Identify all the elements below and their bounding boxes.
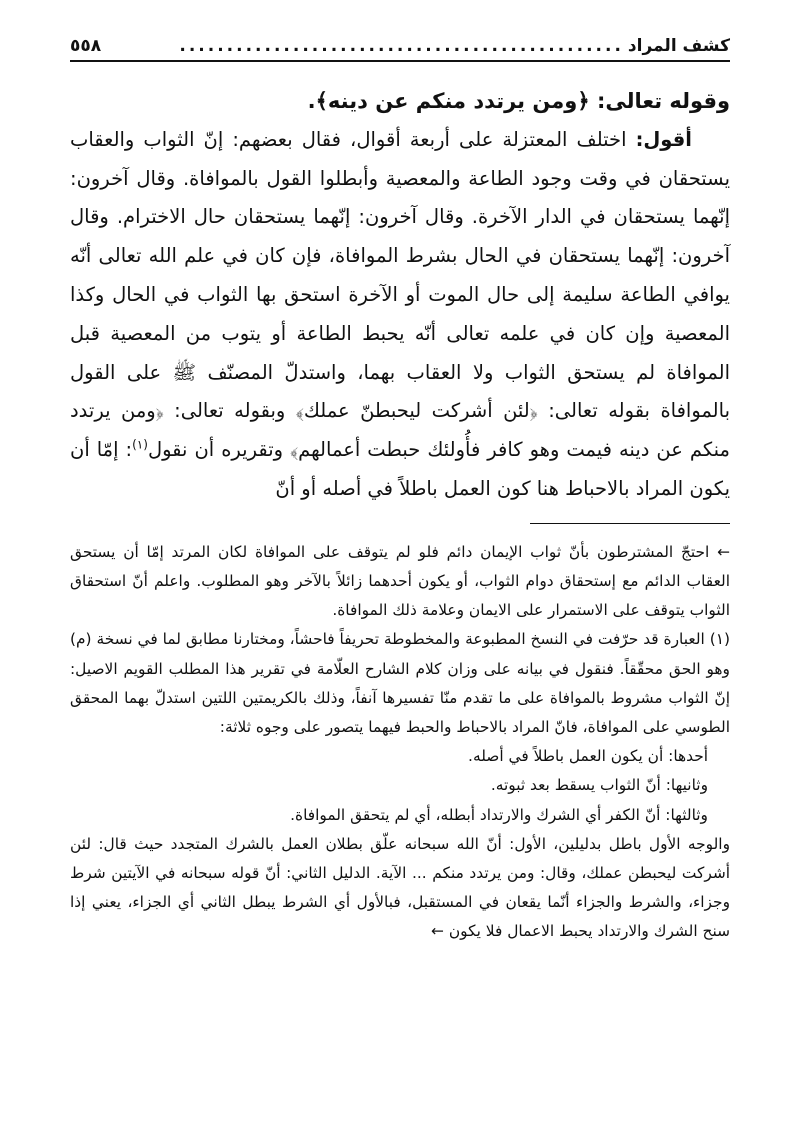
footnote-last-paragraph: والوجه الأول باطل بدليلين، الأول: أنّ الله سبحانه علّق بطلان العمل بالشرك المتجدد حيث قال: لئن أشركت ليحبطن عملك، وقال: ومن يرتدد منكم ... الآية. الدليل الثاني: أنّ قوله سبحانه في الآيتين شرط وجزاء، والشرط والجزاء أنّما يقعان في المستقبل، فبالأول أي الشرط يبطل الثاني أي الجزاء، يعني إذا سنح الشرك والارتداد يحبط الاعمال فلا يكون ← [70,834,730,941]
footnote-marker: (١) [132,437,148,452]
header-leader-dots: ............................................... [179,36,624,56]
paragraph-label: أقول: [635,127,692,151]
verse-heading: وقوله تعالى: ﴿ومن يرتدد منكم عن دينه﴾. [307,89,730,113]
footnote-item: وثانيها: أنّ الثواب يسقط بعد ثبوته. [490,776,708,795]
footnote-continuation: ← احتجّ المشترطون بأنّ ثواب الإيمان دائم فلو لم يتوقف على الموافاة لكان المرتد إمّا أن يستحق العقاب الدائم مع إستحقاق دوام الثواب، أو يكون أحدهما زائلاً بالآخر وهو المطلوب. واعلم أنّ استحقاق الثواب يتوقف على الاستمرار على الايمان وعلامة ذلك الموافاة. [70,542,730,620]
footnote-1: (١) العبارة قد حرّفت في النسخ المطبوعة والمخطوطة تحريفاً فاحشاً، ومختارنا مطابق لما في نسخة (م) وهو الحق محقّقاً. فنقول في بيانه على وزان كلام الشارح العلّامة في تقرير هذا المطلب القويم الاصيل: إنّ الثواب مشروط بالموافاة على ما تقدم منّا تفسيرها آنفاً، وذلك بالكريمتين اللتين استدلّ بهما المحقق الطوسي على الموافاة، فانّ المراد بالاحباط والحبط فيهما يتصور على وجوه ثلاثة: [70,630,730,736]
footnote-item: وثالثها: أنّ الكفر أي الشرك والارتداد أبطله، أي لم يتحقق الموافاة. [290,805,708,824]
running-header [70,28,730,62]
main-paragraph [70,121,730,509]
document-page [70,28,730,1108]
page-number: ٥٥٨ [70,36,102,56]
book-title: كشف المراد [627,36,730,56]
paragraph-body: اختلف المعتزلة على أربعة أقوال، فقال بعضهم: إنّ الثواب والعقاب يستحقان في وقت وجود الطاعة والمعصية وأبطلوا القول بالموافاة. وقال آخرون: إنّهما يستحقان في الدار الآخرة. وقال آخرون: إنّهما يستحقان حال الاخترام. وقال آخرون: إنّهما يستحقان في الحال بشرط الموافاة، فإن كان في علم الله تعالى أنّه يوافي الطاعة سليمة إلى حال الموت أو الآخرة استحق بها الثواب في الحال وكذا المعصية وإن كان في علمه تعالى أنّه يحبط الطاعة أو يتوب من المعصية قبل الموافاة لم يستحق الثواب ولا العقاب بهما، واستدلّ المصنّف ﷺ على القول بالموافاة بقوله تعالى: ﴿لئن أشركت ليحبطنّ عملك﴾ وبقوله تعالى: ﴿ومن يرتدد منكم عن دينه فيمت وهو كافر فأُولئك حبطت أعمالهم﴾ وتقريره أن نقول [70,127,730,462]
footnote-separator [530,523,730,524]
main-text [70,82,730,509]
paragraph-end: : إمّا أن يكون المراد بالاحباط هنا كون العمل باطلاً في أصله أو أنّ [70,438,730,500]
footnotes [70,538,730,947]
footnote-item: أحدها: أن يكون العمل باطلاً في أصله. [468,747,708,766]
